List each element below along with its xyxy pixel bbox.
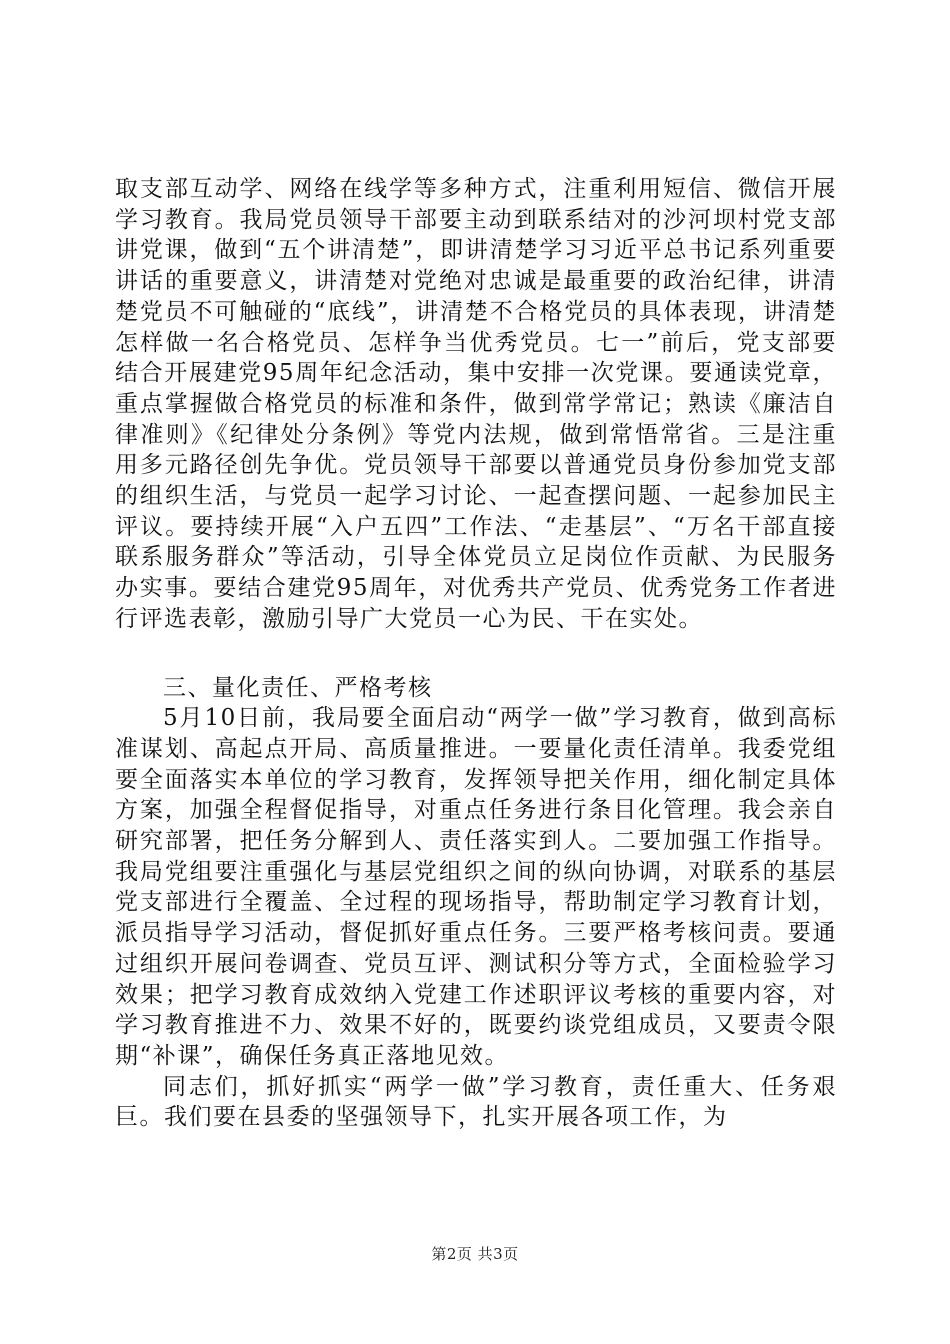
document-body [115, 174, 837, 1133]
paragraph-section-three: 5月10日前，我局要全面启动“两学一做”学习教育，做到高标准谋划、高起点开局、高质量推进。一要量化责任清单。我委党组要全面落实本单位的学习教育，发挥领导把关作用，细化制定具体方案，加强全程督促指导，对重点任务进行条目化管理。我会亲自研究部署，把任务分解到人、责任落实到人。二要加强工作指导。我局党组要注重强化与基层党组织之间的纵向协调，对联系的基层党支部进行全覆盖、全过程的现场指导，帮助制定学习教育计划，派员指导学习活动，督促抓好重点任务。三要严格考核问责。要通过组织开展问卷调查、党员互评、测试积分等方式，全面检验学习效果；把学习教育成效纳入党建工作述职评议考核的重要内容，对学习教育推进不力、效果不好的，既要约谈党组成员，又要责令限期“补课”，确保任务真正落地见效。 [115, 705, 837, 1069]
section-heading: 三、量化责任、严格考核 [163, 674, 433, 701]
page-number-footer: 第2页 共3页 [431, 1245, 519, 1263]
paragraph-continued: 取支部互动学、网络在线学等多种方式，注重利用短信、微信开展学习教育。我局党员领导干部要主动到联系结对的沙河坝村党支部讲党课，做到“五个讲清楚”，即讲清楚学习习近平总书记系列重要讲话的重要意义，讲清楚对党绝对忠诚是最重要的政治纪律，讲清楚党员不可触碰的“底线”，讲清楚不合格党员的具体表现，讲清楚怎样做一名合格党员、怎样争当优秀党员。七一”前后，党支部要结合开展建党95周年纪念活动，集中安排一次党课。要通读党章，重点掌握做合格党员的标准和条件，做到常学常记；熟读《廉洁自律准则》《纪律处分条例》等党内法规，做到常悟常省。三是注重用多元路径创先争优。党员领导干部要以普通党员身份参加党支部的组织生活，与党员一起学习讨论、一起查摆问题、一起参加民主评议。要持续开展“入户五四”工作法、“走基层”、“万名干部直接联系服务群众”等活动，引导全体党员立足岗位作贡献、为民服务办实事。要结合建党95周年，对优秀共产党员、优秀党务工作者进行评选表彰，激励引导广大党员一心为民、干在实处。 [115, 176, 837, 632]
paragraph-closing: 同志们，抓好抓实“两学一做”学习教育，责任重大、任务艰巨。我们要在县委的坚强领导下，扎实开展各项工作，为 [115, 1073, 837, 1131]
